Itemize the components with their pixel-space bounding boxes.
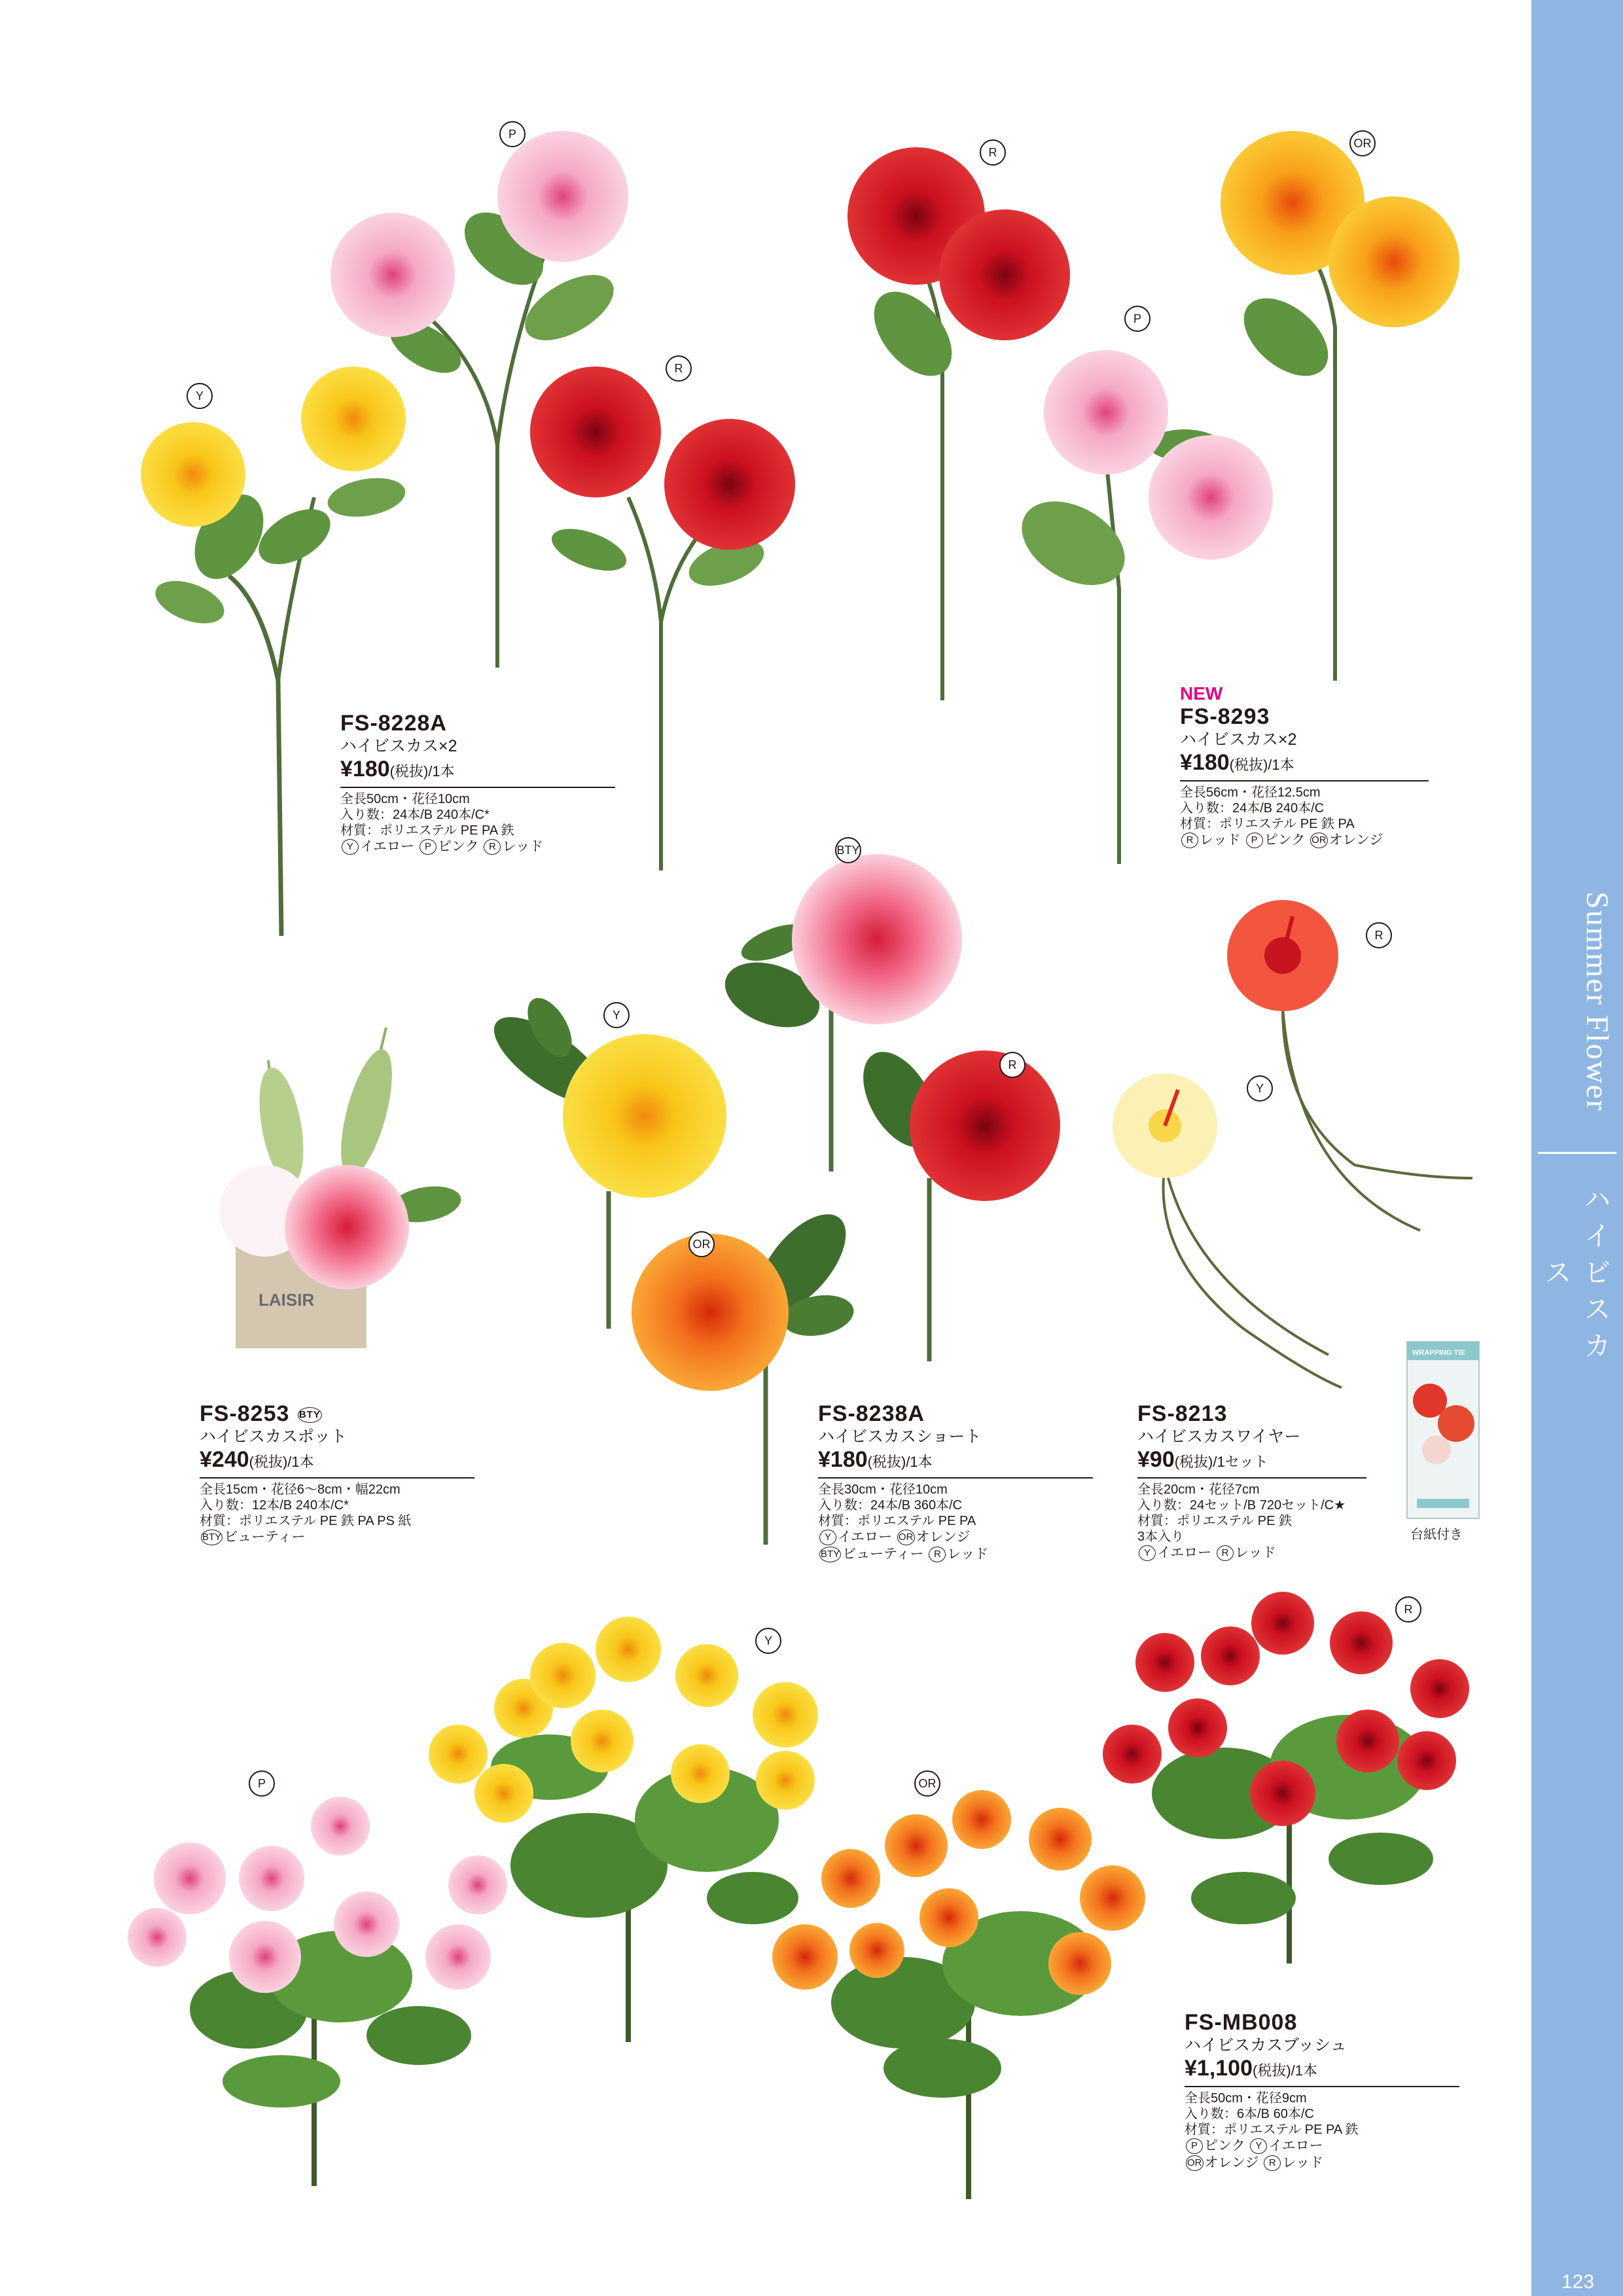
- color-options: Y イエロー P ピンク R レッド: [340, 838, 615, 855]
- product-spec-qty: 入り数：12本/B 240本/C*: [200, 1498, 349, 1513]
- color-badge-yellow: Y: [1247, 1075, 1273, 1102]
- product-spec-count: 3本入り: [1137, 1530, 1185, 1544]
- product-spec-qty: 入り数：24本/B 240本/C: [1180, 801, 1325, 816]
- product-spec-material: 材質：ポリエステル PE PA: [818, 1514, 976, 1528]
- color-options: BTY ビューティー R レッド: [821, 1547, 989, 1562]
- product-spec-material: 材質：ポリエステル PE PA 鉄: [340, 823, 514, 838]
- fsmb008-pink-photo: [128, 1797, 507, 2186]
- product-spec-qty: 入り数：24セット/B 720セット/C★: [1137, 1498, 1346, 1513]
- color-options: Y イエロー OR オレンジ: [818, 1529, 1093, 1546]
- page-number: 123: [1561, 2271, 1595, 2293]
- product-spec-size: 全長20cm・花径7cm: [1137, 1482, 1260, 1497]
- product-fs-8228a: [340, 710, 615, 855]
- product-name: ハイビスカスブッシュ: [1185, 2036, 1347, 2054]
- product-spec-material: 材質：ポリエステル PE PA 鉄: [1185, 2123, 1359, 2137]
- product-spec-material: 材質：ポリエステル PE 鉄 PA PS 紙: [200, 1514, 412, 1528]
- code-badge: BTY: [298, 1407, 322, 1423]
- product-code: FS-8253 BTY: [200, 1401, 321, 1426]
- category-sidebar: [1531, 0, 1623, 2296]
- divider: [340, 787, 615, 788]
- color-badge-pink: P: [249, 1770, 275, 1797]
- color-badge-red: R: [666, 355, 692, 382]
- fsmb008-red-photo: [1103, 1592, 1469, 1964]
- color-badge-orange: OR: [688, 1231, 715, 1257]
- product-spec-qty: 入り数：6本/B 60本/C: [1185, 2107, 1314, 2121]
- product-spec-size: 全長50cm・花径10cm: [340, 792, 470, 806]
- product-name: ハイビスカスポット: [200, 1427, 348, 1446]
- product-price: ¥180(税抜)/1本: [340, 757, 455, 781]
- fs8293-orange-photo: [1221, 131, 1459, 681]
- divider: [1180, 780, 1429, 781]
- pot-print-text: LAISIR: [259, 1290, 315, 1310]
- product-name: ハイビスカス×2: [1180, 730, 1297, 749]
- color-badge-red: R: [1395, 1596, 1421, 1623]
- fsmb008-yellow-photo: [429, 1617, 818, 2042]
- product-fs-8213: [1137, 1401, 1366, 1562]
- product-code: FS-8238A: [818, 1401, 925, 1426]
- color-badge-pink: P: [499, 121, 526, 147]
- sidebar-title: Summer Flower: [1580, 891, 1614, 1112]
- product-code: FS-MB008: [1185, 2010, 1298, 2035]
- color-options: BTY ビューティー: [202, 1530, 306, 1545]
- fsmb008-orange-photo: [772, 1790, 1145, 2199]
- color-badge-red: R: [1366, 922, 1392, 948]
- new-badge: NEW: [1180, 683, 1223, 704]
- product-price: ¥180(税抜)/1本: [1180, 750, 1294, 775]
- product-fs-8293: [1180, 684, 1429, 849]
- product-fs-8253: [200, 1401, 474, 1546]
- product-code: FS-8293: [1180, 704, 1270, 729]
- fs8293-red-photo: [847, 147, 1070, 700]
- product-name: ハイビスカスショート: [818, 1427, 982, 1446]
- color-badge-pink: P: [1124, 306, 1150, 332]
- divider: [818, 1477, 1093, 1479]
- product-spec-size: 全長15cm・花径6〜8cm・幅22cm: [200, 1482, 401, 1497]
- sidebar-subtitle: ハイビスカス: [1541, 1185, 1611, 1368]
- product-spec-material: 材質：ポリエステル PE 鉄: [1137, 1514, 1292, 1528]
- color-badge-yellow: Y: [603, 1002, 630, 1028]
- color-badge-orange: OR: [914, 1770, 940, 1797]
- product-price: ¥180(税抜)/1本: [818, 1447, 933, 1472]
- color-badge-yellow: Y: [755, 1628, 781, 1654]
- color-badge-red: R: [999, 1052, 1026, 1078]
- product-spec-size: 全長50cm・花径9cm: [1185, 2091, 1307, 2106]
- fs8253-pot-photo: [219, 1028, 464, 1348]
- fs8238a-red-photo: [848, 1039, 1060, 1361]
- product-code: FS-8213: [1137, 1401, 1228, 1426]
- product-spec-material: 材質：ポリエステル PE 鉄 PA: [1180, 817, 1355, 831]
- product-fs-8238a: [818, 1401, 1093, 1563]
- color-badge-beauty: BTY: [835, 837, 861, 863]
- product-spec-size: 全長56cm・花径12.5cm: [1180, 785, 1321, 800]
- package-header-text: WRAPPING TIE: [1412, 1349, 1465, 1357]
- color-options: P ピンク Y イエロー: [1185, 2138, 1459, 2155]
- divider: [1137, 1477, 1366, 1479]
- color-badge-orange: OR: [1349, 130, 1376, 156]
- package-label: 台紙付き: [1410, 1528, 1463, 1542]
- divider: [1185, 2086, 1459, 2087]
- product-price: ¥240(税抜)/1本: [200, 1447, 314, 1472]
- product-spec-size: 全長30cm・花径10cm: [818, 1482, 948, 1497]
- sidebar-divider: [1538, 1152, 1616, 1154]
- product-spec-qty: 入り数：24本/B 360本/C: [818, 1498, 963, 1513]
- color-badge-yellow: Y: [187, 383, 213, 409]
- product-name: ハイビスカスワイヤー: [1137, 1427, 1301, 1446]
- color-options: Y イエロー R レッド: [1137, 1545, 1366, 1562]
- product-spec-qty: 入り数：24本/B 240本/C*: [340, 808, 490, 822]
- product-price: ¥1,100(税抜)/1本: [1185, 2056, 1318, 2081]
- product-price: ¥90(税抜)/1セット: [1137, 1447, 1268, 1472]
- product-fs-mb008: [1185, 2009, 1459, 2172]
- product-code: FS-8228A: [340, 711, 447, 736]
- color-options: OR オレンジ R レッド: [1187, 2155, 1324, 2170]
- divider: [200, 1477, 474, 1479]
- color-badge-red: R: [980, 139, 1006, 166]
- color-options: R レッド P ピンク OR オレンジ: [1180, 832, 1429, 849]
- product-name: ハイビスカス×2: [340, 737, 457, 755]
